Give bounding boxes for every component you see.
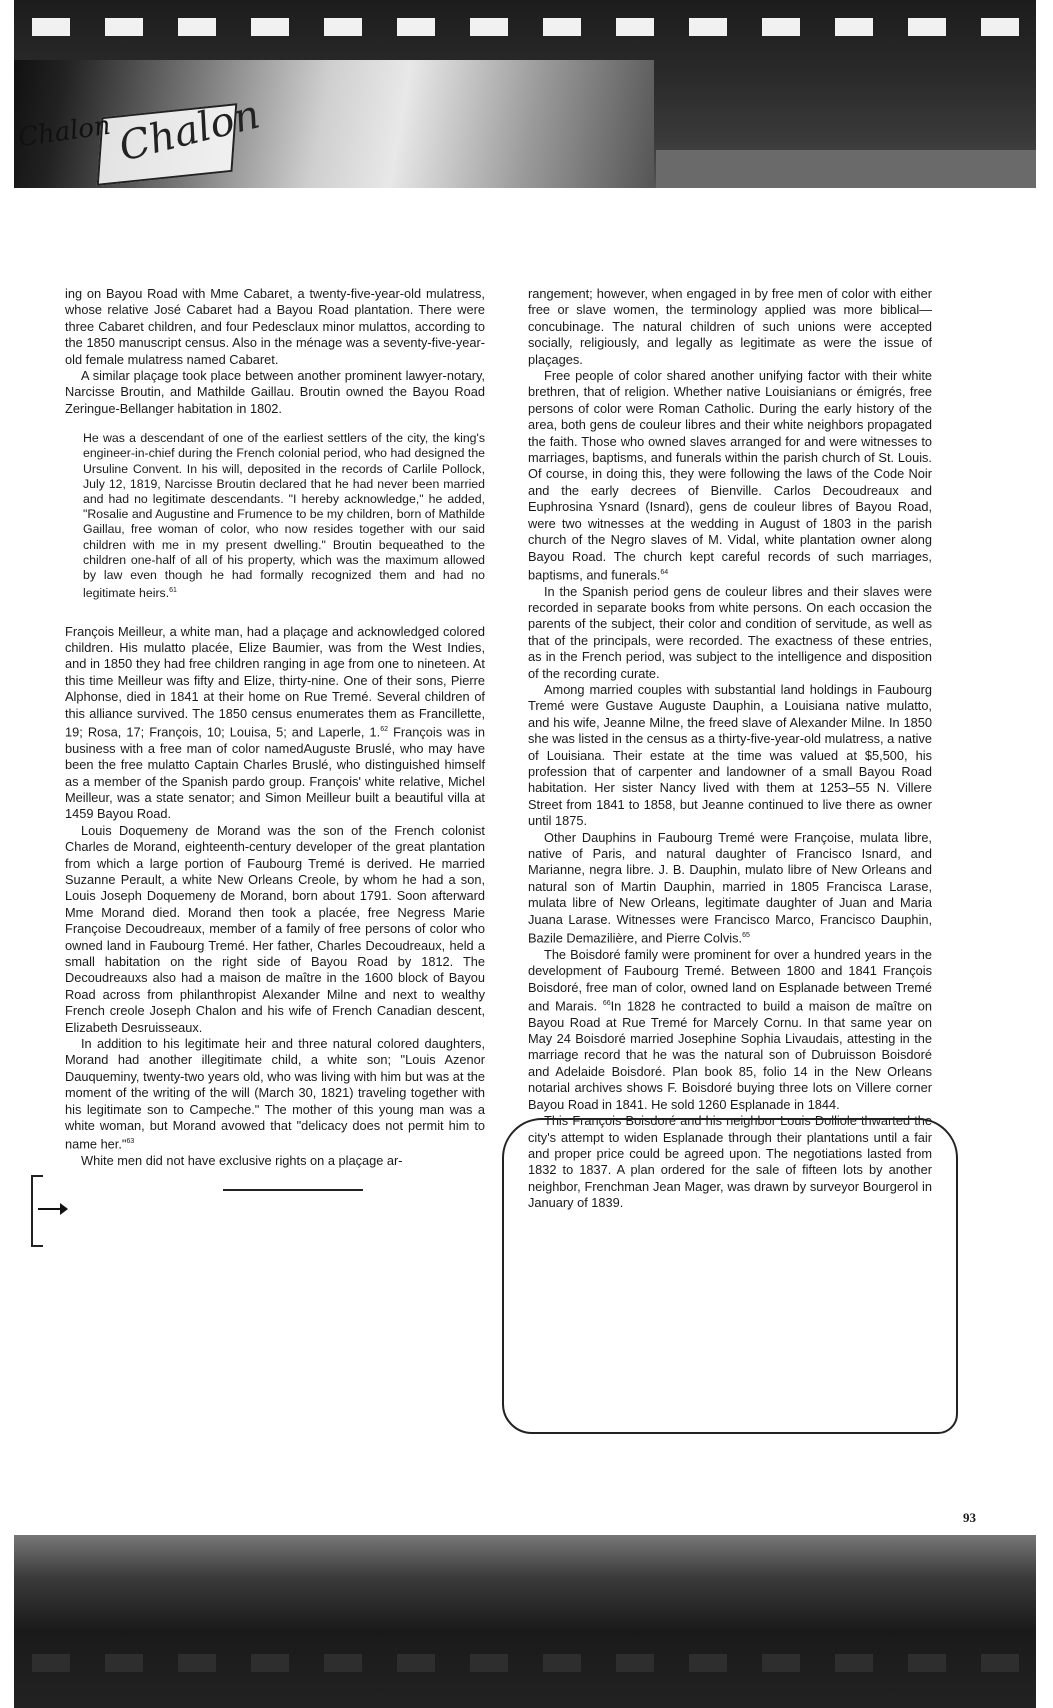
footnote-marker: 62 (380, 726, 389, 734)
paragraph: Among married couples with substantial land holdings in Faubourg Tremé were Gustave Auguste Dauphin, a Louisiana native mulatto, and his wife, Jeanne Milne, the freed slave of Alexander Milne. In 1850 she was listed in the census as a thirty-five-year-old mulatress, a native of Louisiana. Their estate at the time was valued at $5,500, his profession that of carpenter and landowner of a small Bayou Road habitation. Her sister Nancy lived with them at 1253–55 N. Villere Street from 1841 to 1858, but Jeanne continued to live there as owner until 1875. (528, 682, 932, 829)
scan-holes-bottom (14, 1654, 1036, 1678)
handwritten-arrow-icon (38, 1208, 66, 1210)
quote-text: He was a descendant of one of the earliest settlers of the city, the king's engineer-in-chief during the French colonial period, who had designed the Ursuline Convent. In his will, deposited in the records of Carlile Pollock, July 12, 1819, Narcisse Broutin declared that he had never been married and had no legitimate descendants. "I hereby acknowledge," he added, "Rosalie and Augustine and Frumence to be my children, born of Mathilde Gaillau, free woman of color, who now resides together with our said children with me in my present dwelling." Broutin bequeathed to the children one-half of all of his property, which was the maximum allowed by law even though he had formally recognized them and had no legitimate heirs. (83, 431, 485, 601)
handwritten-bracket-outline (502, 1118, 958, 1434)
paragraph (65, 624, 485, 823)
paragraph: A similar plaçage took place between another prominent lawyer-notary, Narcisse Broutin, and Mathilde Gaillau. Broutin owned the Bayou Road Zeringue-Bellanger habitation in 1802. (65, 368, 485, 416)
footnote-marker: 66 (602, 1000, 611, 1007)
paragraph-text: In addition to his legitimate heir and three natural colored daughters, Morand had another illegitimate child, a white son; "Louis Azenor Dauqueminy, twenty-two years old, who was living with him but was at the moment of the writing of the will (March 30, 1821) traveling together with his legitimate son to Campeche." The mother of this young man was a white woman, but Morand avowed that "delicacy does not permit him to name her." (65, 1036, 485, 1152)
paragraph (528, 947, 932, 1113)
paragraph: Louis Doquemeny de Morand was the son of the French colonist Charles de Morand, eighteenth-century developer of the great plantation from which a large portion of Faubourg Tremé is derived. He married Suzanne Perault, a white New Orleans Creole, by whom he had a son, Louis Joseph Doquemeny de Morand, born about 1791. Soon afterward Mme Morand died. Morand then took a placée, free Negress Marie Françoise Decoudreaux, member of a family of free persons of color who owned land in Faubourg Tremé. Her father, Charles Decoudreaux, held a small habitation on the right side of Bayou Road by 1812. The Decoudreauxs also had a maison de maître in the 1600 block of Bayou Road across from philanthropist Alexander Milne and next to wealthy French creole Joseph Chalon and his wife of French Canadian descent, Elizabeth Desruisseaux. (65, 822, 485, 1035)
paragraph-text-cont: In 1828 he contracted to build a maison de maître on Bayou Road at Rue Tremé for Marcely Cornu. In that same year on May 24 Boisdoré married Josephine Sophia Livaudais, attesting in the marriage record that he was the natural son of Dubruisson Boisdoré and Adelaide Boisdoré. Plan book 85, folio 14 in the New Orleans notarial archives shows F. Boisdoré buying three lots on Villere corner Bayou Road in 1841. He sold 1260 Esplanade in 1844. (528, 998, 933, 1112)
handwritten-underline (223, 1189, 363, 1191)
paragraph: White men did not have exclusive rights on a plaçage ar- (81, 1153, 403, 1169)
paragraph: ing on Bayou Road with Mme Cabaret, a twenty-five-year-old mulatress, whose relative José Cabaret had a Bayou Road plantation. There were three Cabaret children, and four Pedesclaux minor mulattos, according to the 1850 manuscript census. Also in the ménage was a seventy-five-year-old female mulatress named Cabaret. (65, 286, 485, 367)
footnote-marker: 64 (660, 568, 669, 576)
paragraph (528, 830, 932, 947)
left-column (65, 286, 485, 1170)
paragraph-text: François Meilleur, a white man, had a plaçage and acknowledged colored children. His mulatto placée, Elize Baumier, was from the West Indies, and in 1850 they had free children ranging in age from one to nineteen. At this time Meilleur was fifty and Elize, thirty-nine. One of their sons, Pierre Alphonse, died in 1841 at their home on Rue Tremé. Several children of this alliance survived. The 1850 census enumerates them as Francillette, 19; Rosa, 17; François, 10; Louisa, 5; and Laperle, 1. (65, 623, 485, 740)
paragraph: In the Spanish period gens de couleur libres and their slaves were recorded in separate books from white persons. On each occasion the parents of the subject, their color and condition of servitude, as well as that of the principals, were recorded. The exactness of these entries, as in the French period, was subject to the intelligence and disposition of the recording curate. (528, 583, 932, 681)
handwritten-bracket (31, 1175, 43, 1247)
paragraph (65, 1036, 485, 1153)
scan-holes-top (14, 18, 1036, 42)
block-quote (83, 431, 485, 601)
paragraph-text-cont: François was in business with a free man of color namedAuguste Bruslé, who may have been the free mulatto Captain Charles Bruslé, who distinguished himself as a member of the Spanish pardo group. François' white relative, Michel Meilleur, was a state senator; and Simon Meilleur built a beautiful villa at 1459 Bayou Road. (65, 724, 485, 822)
scan-grey-patch (656, 150, 1036, 188)
paragraph-text: Free people of color shared another unifying factor with their white brethren, that of religion. Whether native Louisianians or émigrés, free persons of color were Roman Catholic. During the early history of the area, both gens de couleur libres and their white neighbors propagated the faith. Those who owned slaves arranged for and were witnesses to marriages, baptisms, and funerals within the parish church of St. Louis. Of course, in doing this, they were following the laws of the Code Noir and the early decrees of Bienville. Carlos Decoudreaux and Euphrosina Ysnard (Isnard), gens de couleur libres of Bayou Road, were two witnesses at the wedding in August of 1803 in the parish church of the Negro slaves of M. Vidal, white plantation owner along Bayou Road. The church kept careful records of such marriages, baptisms, and funerals. (528, 368, 932, 583)
footnote-marker: 61 (169, 587, 177, 595)
paragraph: rangement; however, when engaged in by free men of color with either free or slave women, the terminology applied was more biblical—concubinage. The natural children of such unions were accepted socially, religiously, and legally as legitimate as were the issue of plaçages. (528, 286, 932, 367)
paragraph (528, 368, 932, 584)
footnote-marker: 63 (126, 1138, 135, 1146)
right-column (528, 286, 932, 1212)
handwritten-signature-small: Chalon (16, 110, 113, 154)
scan-bottom-band (14, 1535, 1036, 1708)
footnote-marker: 65 (742, 932, 750, 940)
page-number: 93 (963, 1510, 976, 1525)
paragraph-text: The Boisdoré family were prominent for over a hundred years in the development of Faubourg Tremé. Between 1800 and 1841 François Boisdoré, free man of color, owned land on Esplanade between Tremé and Marais. (528, 946, 932, 1014)
paragraph: This François Boisdoré and his neighbor Louis Dolliole thwarted the city's attempt to widen Esplanade through their plantations until a fair and proper price could be agreed upon. The negotiations lasted from 1832 to 1837. A plan ordered for the sale of fifteen lots by another neighbor, Frenchman Jean Mager, was drawn by surveyor Bourgerol in January of 1839. (528, 1113, 932, 1211)
paragraph-text: Other Dauphins in Faubourg Tremé were Françoise, mulata libre, native of Paris, and natural daughter of Francisco Isnard, and Marianne, negra libre. J. B. Dauphin, mulato libre of New Orleans and natural son of Martin Dauphin, married in 1805 Francisca Larase, mulata libre of New Orleans, legitimate daughter of Juan and Maria Juana Larase. Witnesses were Francisco Marco, Francisco Dauphin, Bazile Demazilière, and Pierre Colvis. (528, 829, 932, 946)
handwritten-signature-large: Chalon (114, 91, 265, 171)
